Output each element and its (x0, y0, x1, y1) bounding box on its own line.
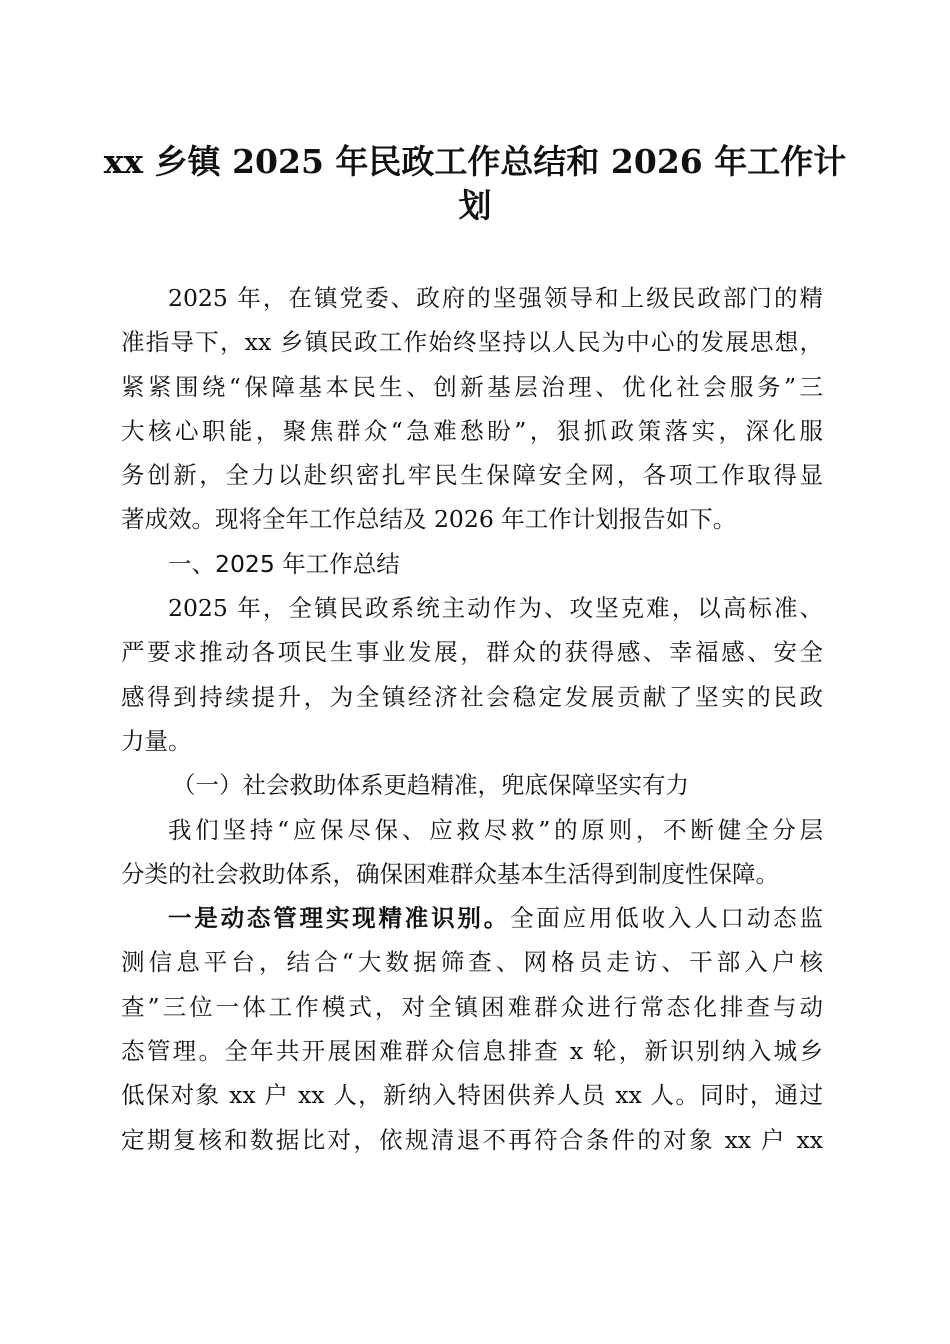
text-line: 分类的社会救助体系，确保困难群众基本生活得到制度性保障。 (121, 859, 779, 888)
text-line: 紧紧围绕“保障基本民生、创新基层治理、优化社会服务”三 (121, 372, 823, 401)
text-line (168, 896, 823, 940)
text-line: 查”三位一体工作模式，对全镇困难群众进行常态化排查与动 (121, 992, 823, 1021)
text-line: 定期复核和数据比对，依规清退不再符合条件的对象 xx 户 xx (121, 1125, 823, 1154)
text-line: 我们坚持“应保尽保、应救尽救”的原则，不断健全分层 (168, 815, 823, 844)
text-line: 准指导下，xx 乡镇民政工作始终坚持以人民为中心的发展思想， (121, 328, 823, 357)
title-line: 划 (458, 186, 492, 225)
document-body (0, 140, 950, 1162)
text-line: 务创新，全力以赴织密扎牢民生保障安全网，各项工作取得显 (121, 461, 823, 490)
paragraph-summary (0, 586, 950, 763)
text-line: 感得到持续提升，为全镇经济社会稳定发展贡献了坚实的民政 (121, 682, 823, 711)
paragraph-dynamic-management (0, 896, 950, 1162)
text-line: 大核心职能，聚焦群众“急难愁盼”，狠抓政策落实，深化服 (121, 416, 823, 445)
text-line: 态管理。全年共开展困难群众信息排查 x 轮，新识别纳入城乡 (121, 1037, 823, 1066)
text-line: 测信息平台，结合“大数据筛查、网格员走访、干部入户核 (121, 948, 823, 977)
bold-lead: 一是动态管理实现精准识别。 (168, 904, 511, 933)
heading-level-2: （一）社会救助体系更趋精准，兜底保障坚实有力 (172, 771, 689, 800)
document-title (0, 140, 950, 276)
text-line: 2025 年，在镇党委、政府的坚强领导和上级民政部门的精 (168, 284, 823, 312)
text-line: 著成效。现将全年工作总结及 2026 年工作计划报告如下。 (121, 505, 737, 534)
heading-level-1: 一、2025 年工作总结 (168, 549, 400, 578)
text-span: 全面应用低收入人口动态监 (510, 904, 823, 933)
text-line: 低保对象 xx 户 xx 人，新纳入特困供养人员 xx 人。同时，通过 (121, 1081, 823, 1110)
paragraph-intro (0, 276, 950, 542)
title-line: xx 乡镇 2025 年民政工作总结和 2026 年工作计 (103, 142, 847, 181)
text-line: 严要求推动各项民生事业发展，群众的获得感、幸福感、安全 (121, 638, 823, 667)
text-line: 2025 年，全镇民政系统主动作为、攻坚克难，以高标准、 (168, 594, 823, 623)
text-line: 力量。 (121, 726, 192, 755)
paragraph-principle (0, 808, 950, 897)
